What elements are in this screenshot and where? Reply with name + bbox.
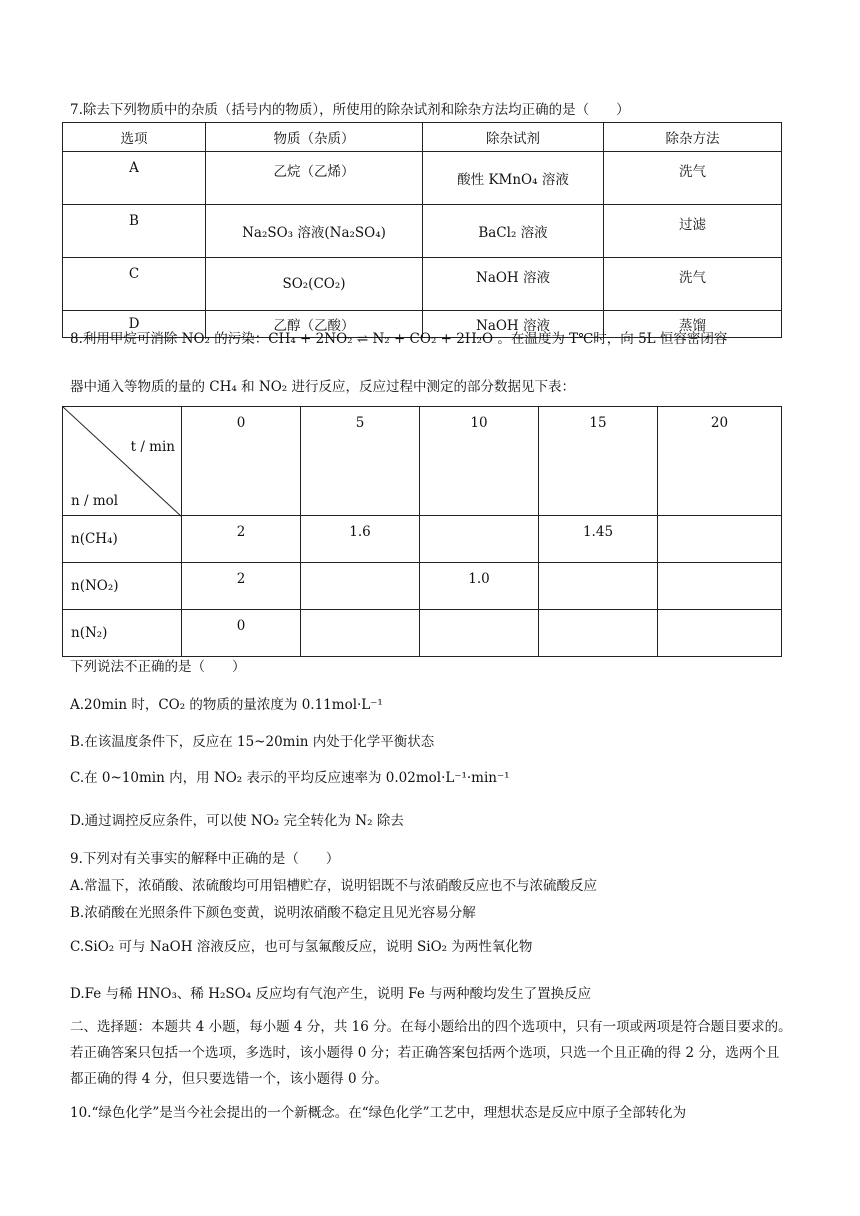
q8-cell <box>658 516 782 563</box>
q7-cell: B <box>63 205 206 258</box>
q7-cell: 乙醇（乙酸） <box>206 311 423 338</box>
q7-cell: C <box>63 258 206 311</box>
q7-header: 除杂试剂 <box>423 123 604 152</box>
q8-option-d: D.通过调控反应条件，可以使 NO₂ 完全转化为 N₂ 除去 <box>70 813 404 829</box>
q8-cell <box>420 516 539 563</box>
corner-time-label: t / min <box>130 439 175 455</box>
q7-cell: NaOH 溶液 <box>423 258 604 311</box>
q7-cell: 洗气 <box>604 258 782 311</box>
q9-stem: 9.下列对有关事实的解释中正确的是（ ） <box>70 851 340 867</box>
q9-option-a: A.常温下，浓硝酸、浓硫酸均可用铝槽贮存，说明铝既不与浓硝酸反应也不与浓硫酸反应 <box>70 878 598 894</box>
q8-cell: 2 <box>182 516 301 563</box>
q7-cell: SO₂(CO₂) <box>206 258 423 311</box>
corner-amount-label: n / mol <box>71 493 119 509</box>
q8-cell: 1.45 <box>539 516 658 563</box>
q7-cell: D <box>63 311 206 338</box>
q8-cell <box>301 610 420 657</box>
q8-time-header: 0 <box>182 407 301 516</box>
q7-cell: NaOH 溶液 <box>423 311 604 338</box>
q9-option-d: D.Fe 与稀 HNO₃、稀 H₂SO₄ 反应均有气泡产生，说明 Fe 与两种酸均发生了置换反应 <box>70 986 592 1002</box>
q8-table <box>62 406 782 657</box>
q7-cell: 蒸馏 <box>604 311 782 338</box>
q7-table <box>62 122 782 338</box>
q10-stem: 10.“绿色化学”是当今社会提出的一个新概念。在“绿色化学”工艺中，理想状态是反应中原子全部转化为 <box>70 1105 687 1121</box>
q9-option-c: C.SiO₂ 可与 NaOH 溶液反应，也可与氢氟酸反应，说明 SiO₂ 为两性氧化物 <box>70 939 533 955</box>
q8-stem-line2: 器中通入等物质的量的 CH₄ 和 NO₂ 进行反应，反应过程中测定的部分数据见下表： <box>70 379 575 395</box>
q8-cell <box>420 610 539 657</box>
q9-option-b: B.浓硝酸在光照条件下颜色变黄，说明浓硝酸不稳定且见光容易分解 <box>70 905 476 921</box>
q7-cell: 酸性 KMnO₄ 溶液 <box>423 152 604 205</box>
q7-cell: BaCl₂ 溶液 <box>423 205 604 258</box>
q8-question: 下列说法不正确的是（ ） <box>70 659 246 675</box>
q8-cell: 1.6 <box>301 516 420 563</box>
q8-corner-cell <box>63 407 182 516</box>
q8-time-header: 15 <box>539 407 658 516</box>
q8-cell: 1.0 <box>420 563 539 610</box>
q8-row-label: n(N₂) <box>63 610 182 657</box>
section-2-instructions: 二、选择题：本题共 4 小题，每小题 4 分，共 16 分。在每小题给出的四个选项中，只有一项或两项是符合题目要求的。若正确答案只包括一个选项，多选时，该小题得 0 分；若正确答案包括两个选项，只选一个且正确的得 2 分，选两个且都正确的得 4 分，但只要选错一个，该小题得 0 分。 <box>70 1019 792 1087</box>
q7-cell: 乙烷（乙烯） <box>206 152 423 205</box>
q7-cell: Na₂SO₃ 溶液(Na₂SO₄) <box>206 205 423 258</box>
q7-stem: 7.除去下列物质中的杂质（括号内的物质），所使用的除杂试剂和除杂方法均正确的是（ ） <box>70 102 630 118</box>
q8-cell <box>658 563 782 610</box>
q7-cell: A <box>63 152 206 205</box>
q8-time-header: 5 <box>301 407 420 516</box>
q8-row-label: n(CH₄) <box>63 516 182 563</box>
q7-header: 物质（杂质） <box>206 123 423 152</box>
q8-option-b: B.在该温度条件下，反应在 15~20min 内处于化学平衡状态 <box>70 734 435 750</box>
q7-cell: 洗气 <box>604 152 782 205</box>
q8-cell <box>301 563 420 610</box>
q8-row-label: n(NO₂) <box>63 563 182 610</box>
q8-option-a: A.20min 时，CO₂ 的物质的量浓度为 0.11mol·L⁻¹ <box>70 697 383 713</box>
q8-cell: 0 <box>182 610 301 657</box>
q8-option-c: C.在 0~10min 内，用 NO₂ 表示的平均反应速率为 0.02mol·L⁻¹·min⁻¹ <box>70 770 510 786</box>
q8-cell: 2 <box>182 563 301 610</box>
q7-header: 选项 <box>63 123 206 152</box>
q8-cell <box>539 610 658 657</box>
q8-cell <box>539 563 658 610</box>
q8-time-header: 10 <box>420 407 539 516</box>
q8-stem-line1: 8.利用甲烷可消除 NO₂ 的污染：CH₄ + 2NO₂ ⇌ N₂ + CO₂ + 2H₂O 。在温度为 T℃时，向 5L 恒容密闭容 <box>70 331 728 347</box>
q7-header: 除杂方法 <box>604 123 782 152</box>
q8-cell <box>658 610 782 657</box>
q7-cell: 过滤 <box>604 205 782 258</box>
q8-time-header: 20 <box>658 407 782 516</box>
